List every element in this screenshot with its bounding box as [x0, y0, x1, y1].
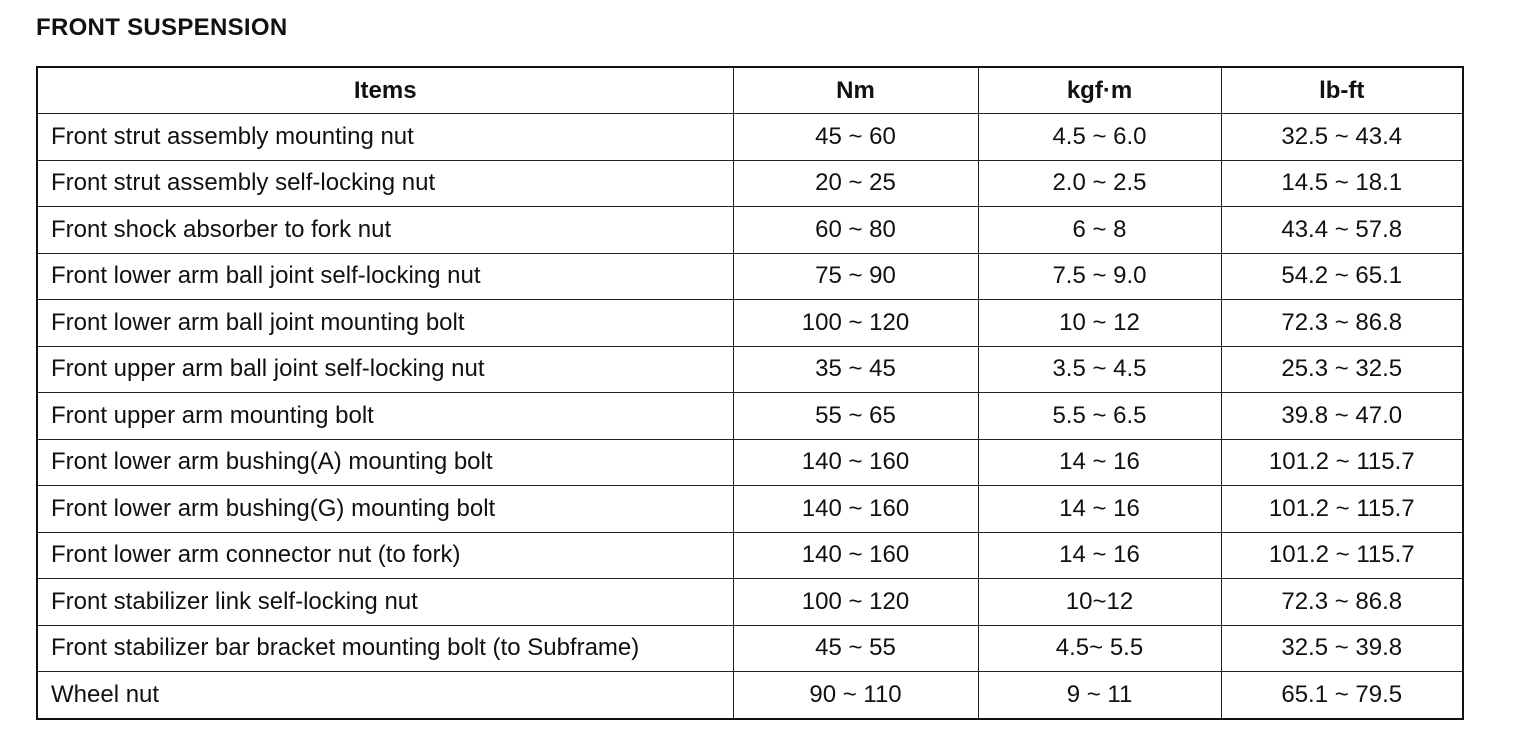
value-nm: 100 ~ 120	[733, 579, 978, 626]
header-lb-ft: lb-ft	[1221, 67, 1463, 114]
item-name: Wheel nut	[37, 672, 733, 719]
item-name: Front stabilizer bar bracket mounting bolt (to Subframe)	[37, 625, 733, 672]
table-row	[37, 114, 1463, 161]
value-lb-ft: 43.4 ~ 57.8	[1221, 207, 1463, 254]
value-kgf-m: 7.5 ~ 9.0	[978, 253, 1221, 300]
value-nm: 55 ~ 65	[733, 393, 978, 440]
value-kgf-m: 6 ~ 8	[978, 207, 1221, 254]
header-nm: Nm	[733, 67, 978, 114]
item-name: Front lower arm bushing(G) mounting bolt	[37, 486, 733, 533]
value-lb-ft: 54.2 ~ 65.1	[1221, 253, 1463, 300]
value-lb-ft: 32.5 ~ 43.4	[1221, 114, 1463, 161]
header-items: Items	[37, 67, 733, 114]
value-lb-ft: 101.2 ~ 115.7	[1221, 532, 1463, 579]
value-kgf-m: 14 ~ 16	[978, 439, 1221, 486]
item-name: Front stabilizer link self-locking nut	[37, 579, 733, 626]
value-nm: 140 ~ 160	[733, 486, 978, 533]
value-nm: 45 ~ 60	[733, 114, 978, 161]
value-kgf-m: 9 ~ 11	[978, 672, 1221, 719]
table-row	[37, 393, 1463, 440]
table-row	[37, 439, 1463, 486]
value-lb-ft: 14.5 ~ 18.1	[1221, 160, 1463, 207]
item-name: Front lower arm connector nut (to fork)	[37, 532, 733, 579]
item-name: Front upper arm ball joint self-locking nut	[37, 346, 733, 393]
table-row	[37, 486, 1463, 533]
table-row	[37, 253, 1463, 300]
item-name: Front lower arm ball joint mounting bolt	[37, 300, 733, 347]
value-kgf-m: 2.0 ~ 2.5	[978, 160, 1221, 207]
table-row	[37, 579, 1463, 626]
value-nm: 35 ~ 45	[733, 346, 978, 393]
item-name: Front shock absorber to fork nut	[37, 207, 733, 254]
value-kgf-m: 4.5 ~ 6.0	[978, 114, 1221, 161]
value-lb-ft: 65.1 ~ 79.5	[1221, 672, 1463, 719]
table-row	[37, 207, 1463, 254]
value-nm: 140 ~ 160	[733, 439, 978, 486]
value-lb-ft: 39.8 ~ 47.0	[1221, 393, 1463, 440]
table-header-row	[37, 67, 1463, 114]
table-row	[37, 625, 1463, 672]
value-kgf-m: 5.5 ~ 6.5	[978, 393, 1221, 440]
value-lb-ft: 101.2 ~ 115.7	[1221, 439, 1463, 486]
header-kgf-m: kgf·m	[978, 67, 1221, 114]
value-kgf-m: 3.5 ~ 4.5	[978, 346, 1221, 393]
value-kgf-m: 14 ~ 16	[978, 532, 1221, 579]
value-nm: 75 ~ 90	[733, 253, 978, 300]
value-kgf-m: 10 ~ 12	[978, 300, 1221, 347]
table-row	[37, 346, 1463, 393]
value-nm: 45 ~ 55	[733, 625, 978, 672]
table-body	[37, 114, 1463, 719]
value-nm: 90 ~ 110	[733, 672, 978, 719]
value-nm: 20 ~ 25	[733, 160, 978, 207]
table-row	[37, 672, 1463, 719]
page-title: FRONT SUSPENSION	[36, 14, 288, 41]
item-name: Front strut assembly mounting nut	[37, 114, 733, 161]
value-lb-ft: 101.2 ~ 115.7	[1221, 486, 1463, 533]
value-kgf-m: 10~12	[978, 579, 1221, 626]
value-lb-ft: 72.3 ~ 86.8	[1221, 300, 1463, 347]
table-row	[37, 160, 1463, 207]
value-lb-ft: 72.3 ~ 86.8	[1221, 579, 1463, 626]
value-lb-ft: 32.5 ~ 39.8	[1221, 625, 1463, 672]
item-name: Front lower arm ball joint self-locking nut	[37, 253, 733, 300]
value-nm: 60 ~ 80	[733, 207, 978, 254]
item-name: Front strut assembly self-locking nut	[37, 160, 733, 207]
item-name: Front upper arm mounting bolt	[37, 393, 733, 440]
item-name: Front lower arm bushing(A) mounting bolt	[37, 439, 733, 486]
value-nm: 100 ~ 120	[733, 300, 978, 347]
table-row	[37, 532, 1463, 579]
torque-spec-table	[36, 66, 1464, 720]
value-kgf-m: 4.5~ 5.5	[978, 625, 1221, 672]
value-lb-ft: 25.3 ~ 32.5	[1221, 346, 1463, 393]
value-kgf-m: 14 ~ 16	[978, 486, 1221, 533]
value-nm: 140 ~ 160	[733, 532, 978, 579]
table-row	[37, 300, 1463, 347]
